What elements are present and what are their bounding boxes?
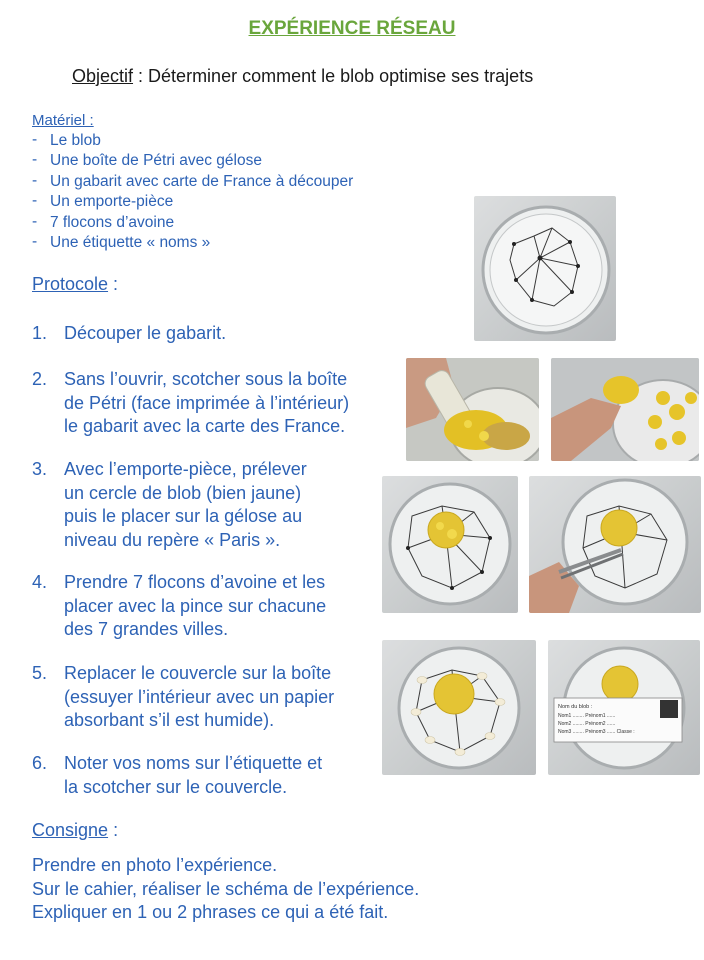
step-text: Prendre 7 flocons d’avoine et les placer avec la pince sur chacune des 7 grandes villes. <box>64 572 327 639</box>
consigne-heading <box>32 820 118 841</box>
step-number: 6. <box>32 753 48 773</box>
consigne-text <box>32 854 419 925</box>
list-item: - Une boîte de Pétri avec gélose <box>32 151 353 171</box>
label-lid-icon <box>548 640 700 775</box>
photo-label-lid <box>548 640 700 775</box>
consigne-line: Expliquer en 1 ou 2 phrases ce qui a été fait. <box>32 902 389 922</box>
oats-placed-icon <box>382 640 536 775</box>
consigne-line: Sur le cahier, réaliser le schéma de l’expérience. <box>32 878 420 899</box>
photo-blob-paris <box>382 476 518 613</box>
protocole-heading-label: Protocole <box>32 274 109 294</box>
consigne-heading-sep: : <box>108 820 119 840</box>
list-item: - 7 flocons d’avoine <box>32 213 353 233</box>
list-item: - Un emporte-pièce <box>32 192 353 212</box>
photo-blob-tube <box>406 358 539 461</box>
blob-pieces-icon <box>551 358 699 461</box>
label-line-2: Nom1 ........ Prénom1 ...... <box>558 713 616 719</box>
step-number: 5. <box>32 663 48 683</box>
protocole-heading <box>32 274 118 295</box>
step-text: Sans l’ouvrir, scotcher sous la boîte de Pétri (face imprimée à l’intérieur) le gabarit avec la carte des France. <box>64 369 350 436</box>
materiel-list <box>32 131 353 253</box>
blob-paris-icon <box>382 476 518 613</box>
photo-blob-pieces <box>551 358 699 461</box>
protocole-heading-sep: : <box>108 274 119 294</box>
materiel-heading: Matériel : <box>32 112 94 129</box>
label-line-3: Nom2 ........ Prénom2 ...... <box>558 721 616 727</box>
step-number: 2. <box>32 369 48 389</box>
photo-oats-placed <box>382 640 536 775</box>
step-text: Découper le gabarit. <box>64 323 227 343</box>
label-line-1: Nom du blob : <box>558 704 593 710</box>
consigne-heading-label: Consigne <box>32 820 109 840</box>
petri-dish-icon <box>474 196 616 341</box>
photo-blob-tweezers <box>529 476 701 613</box>
step-number: 4. <box>32 572 48 592</box>
list-item: - Le blob <box>32 131 353 151</box>
step-text: Noter vos noms sur l’étiquette et la scotcher sur le couvercle. <box>64 753 323 797</box>
consigne-line: Prendre en photo l’expérience. <box>32 855 278 875</box>
objective <box>72 66 533 87</box>
blob-tube-icon <box>406 358 539 461</box>
objective-label: Objectif <box>72 66 134 86</box>
step-number: 3. <box>32 459 48 479</box>
step-text: Avec l’emporte-pièce, prélever un cercle de blob (bien jaune) puis le placer sur la gélose au niveau du repère « Paris ». <box>64 459 307 550</box>
page-title: EXPÉRIENCE RÉSEAU <box>248 18 456 39</box>
step-number: 1. <box>32 323 48 343</box>
objective-separator: : <box>133 66 149 86</box>
label-line-4: Nom3 ........ Prénom3 ...... Classe : <box>558 729 635 735</box>
objective-text: Déterminer comment le blob optimise ses trajets <box>148 66 534 86</box>
photo-petri-template <box>474 196 616 341</box>
list-item: - Une étiquette « noms » <box>32 233 353 253</box>
tweezers-icon <box>529 476 701 613</box>
list-item: - Un gabarit avec carte de France à découper <box>32 172 353 192</box>
step-text: Replacer le couvercle sur la boîte (essuyer l’intérieur avec un papier absorbant s’il est humide). <box>64 663 335 730</box>
